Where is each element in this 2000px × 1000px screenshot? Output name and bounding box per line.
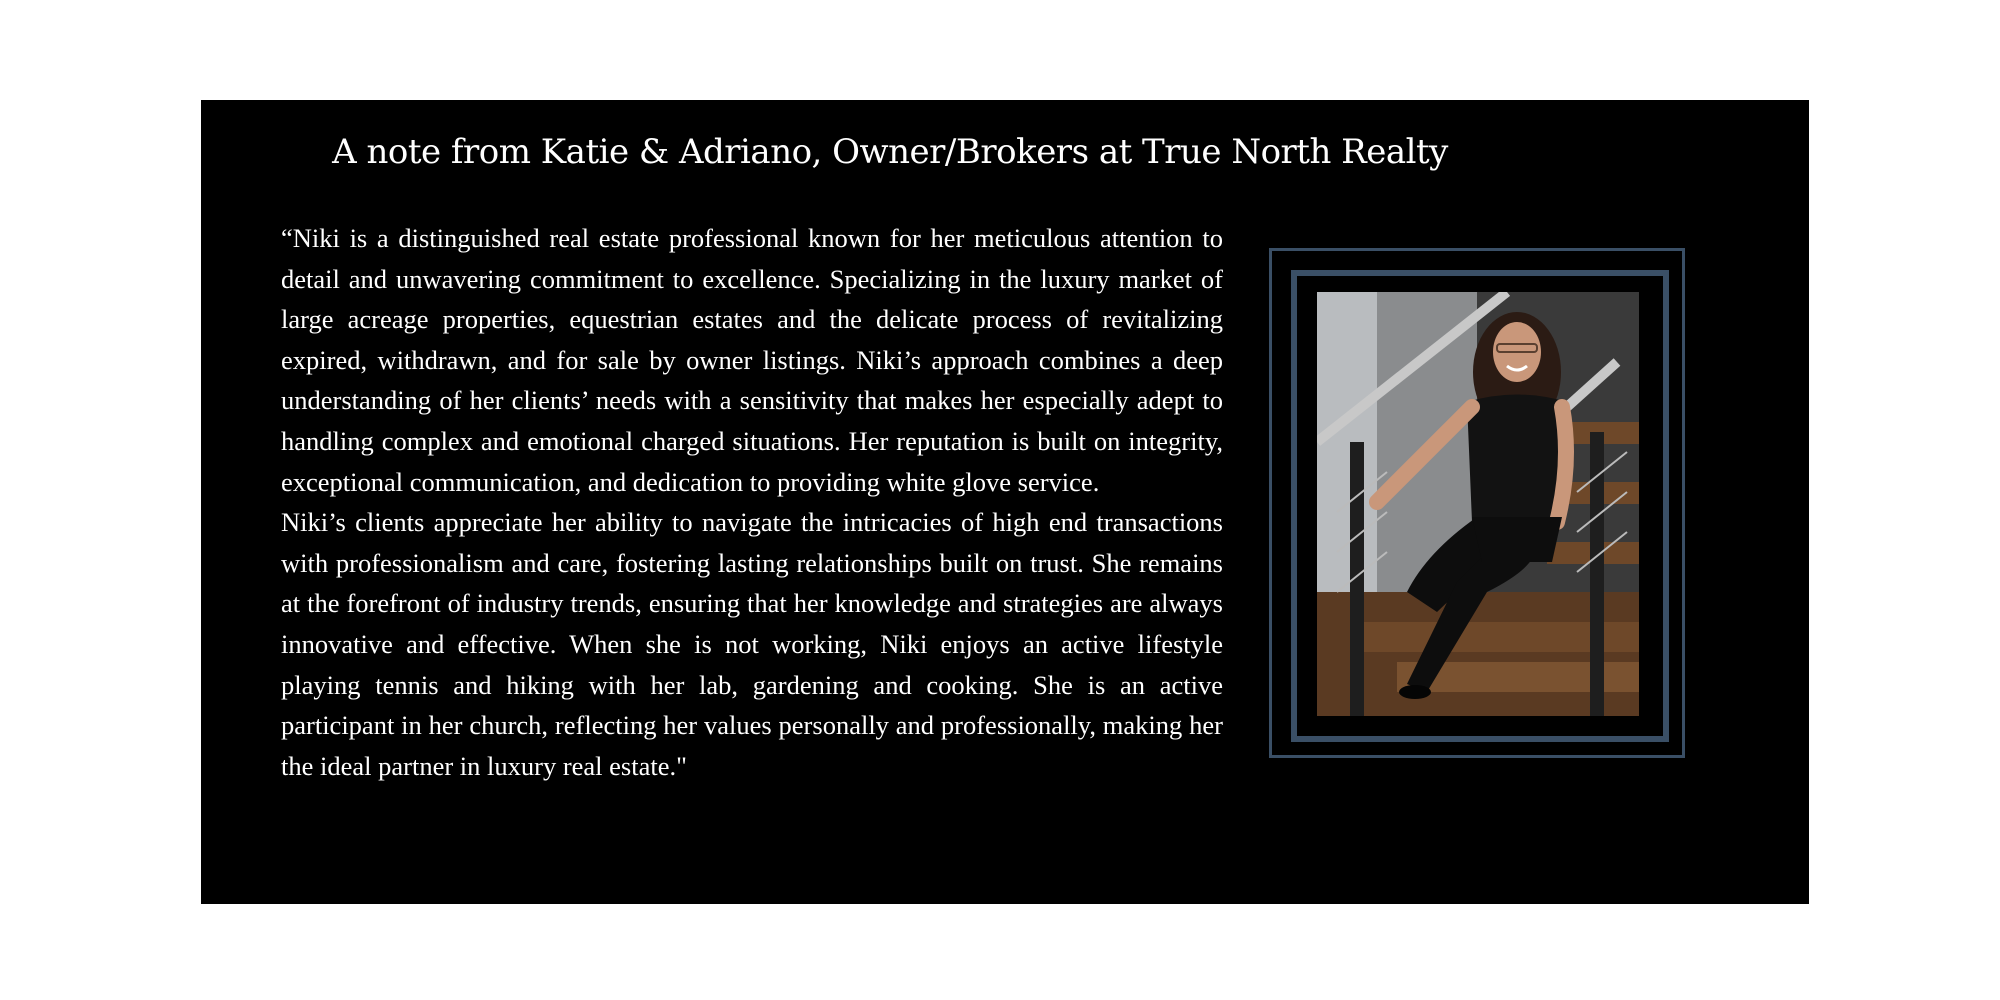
- note-paragraph-1: “Niki is a distinguished real estate professional known for her meticulous attention to detail and unwavering commitment to excellence. Specializing in the luxury market of large acreage properties, equestrian estates and the delicate process of revitalizing expired, withdrawn, and for sale by owner listings. Niki’s approach combines a deep understanding of her clients’ needs with a sensitivity that makes her especially adept to handling complex and emotional charged situations. Her reputation is built on integrity, exceptional communication, and dedication to providing white glove service.: [281, 223, 1223, 497]
- note-paragraph-2: Niki’s clients appreciate her ability to navigate the intricacies of high end transactions with professionalism and care, fostering lasting relationships built on trust. She remains at the forefront of industry trends, ensuring that her knowledge and strategies are always innovative and effective. When she is not working, Niki enjoys an active lifestyle playing tennis and hiking with her lab, gardening and cooking. She is an active participant in her church, reflecting her values personally and professionally, making her the ideal partner in luxury real estate.": [281, 507, 1223, 781]
- agent-photo: [1317, 292, 1639, 716]
- note-panel: [201, 100, 1809, 904]
- page-title: A note from Katie & Adriano, Owner/Brokers at True North Realty: [332, 132, 1448, 172]
- agent-photo-illustration: [1317, 292, 1639, 716]
- photo-frame-outer: [1269, 248, 1685, 758]
- note-body: [281, 218, 1223, 786]
- photo-frame-inner: [1291, 270, 1669, 742]
